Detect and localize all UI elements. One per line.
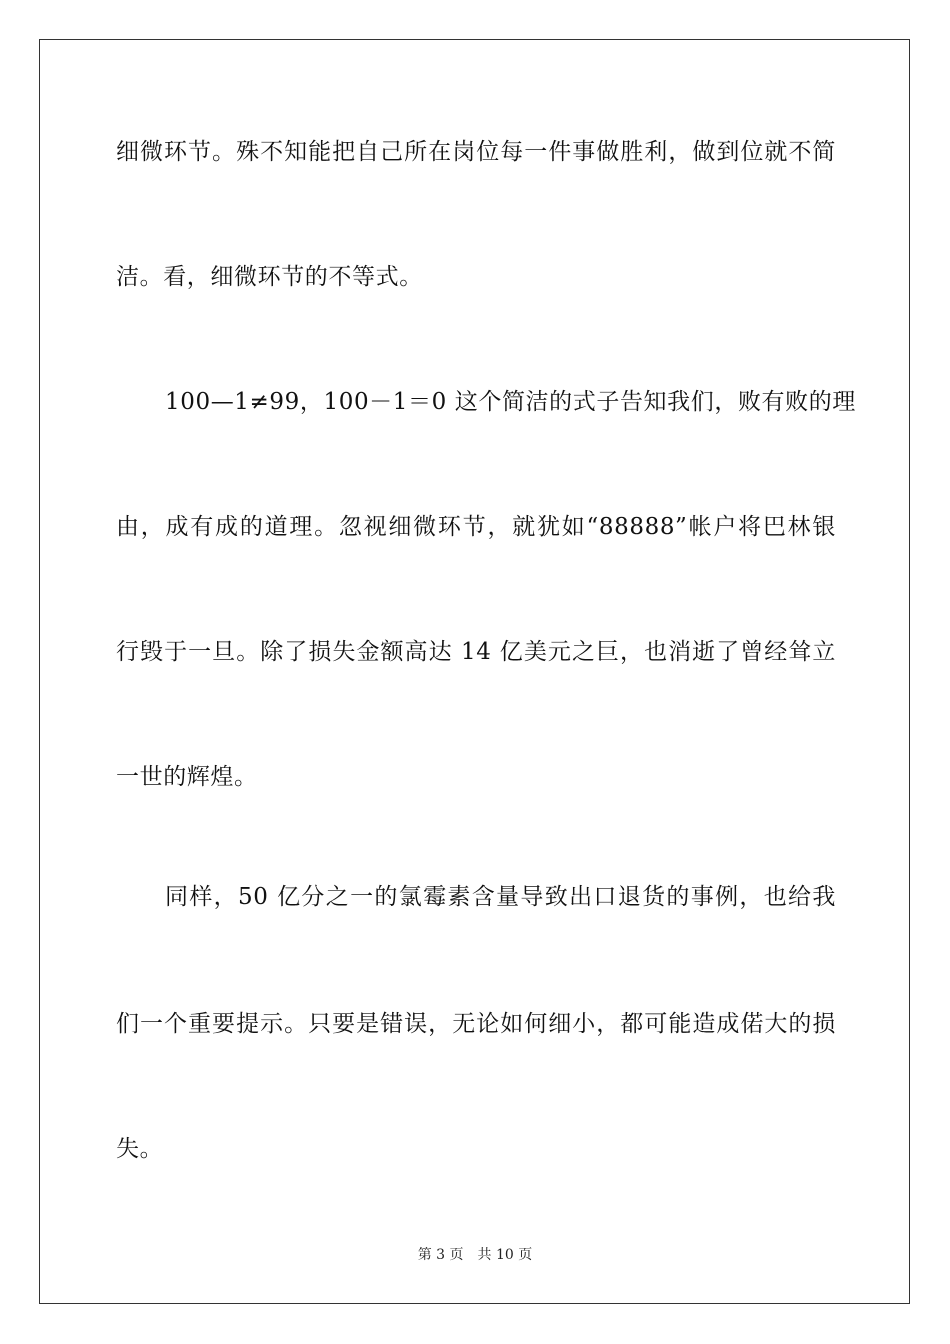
body-line-9: 失。 xyxy=(116,1136,164,1162)
page-number: 第 3 页 xyxy=(417,1247,464,1263)
page-total: 共 10 页 xyxy=(477,1247,533,1263)
body-line-1: 细微环节。殊不知能把自己所在岗位每一件事做胜利，做到位就不简 xyxy=(116,139,836,165)
page-border xyxy=(39,39,910,1304)
body-line-3: 100—1≠99，100－1＝0 这个简洁的式子告知我们，败有败的理 xyxy=(165,389,856,415)
body-line-2: 洁。看，细微环节的不等式。 xyxy=(116,264,423,290)
body-line-4: 由，成有成的道理。忽视细微环节，就犹如“88888”帐户将巴林银 xyxy=(116,514,836,540)
body-line-5: 行毁于一旦。除了损失金额高达 14 亿美元之巨，也消逝了曾经耸立 xyxy=(116,639,836,665)
page-footer xyxy=(0,1246,950,1264)
body-line-6: 一世的辉煌。 xyxy=(116,764,258,790)
body-line-7: 同样，50 亿分之一的氯霉素含量导致出口退货的事例，也给我 xyxy=(165,884,836,910)
body-line-8: 们一个重要提示。只要是错误，无论如何细小，都可能造成偌大的损 xyxy=(116,1011,836,1037)
